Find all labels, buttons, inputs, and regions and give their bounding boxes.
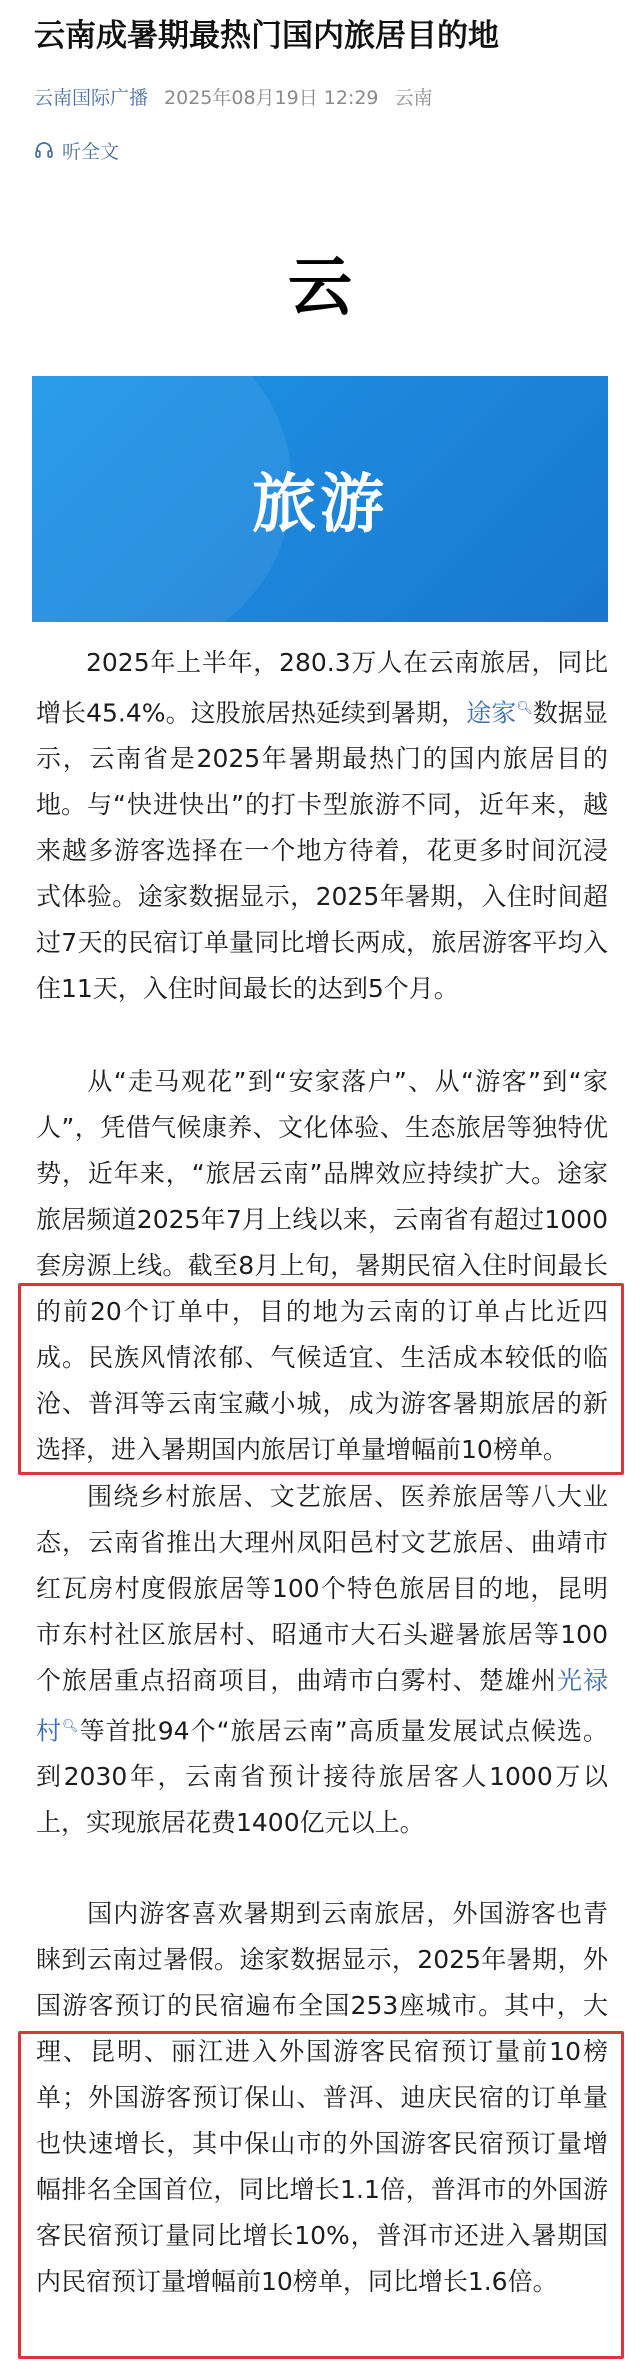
source-name[interactable]: 云南国际广播	[34, 86, 149, 109]
paragraph-1: 2025年上半年，280.3万人在云南旅居，同比增长45.4%。这股旅居热延续到暑期，途家🔍︎数据显示，云南省是2025年暑期最热门的国内旅居目的地。	[36, 648, 608, 820]
tujia-link[interactable]: 途家	[466, 698, 517, 728]
listen-label: 听全文	[62, 140, 120, 163]
search-icon[interactable]: 🔍︎	[516, 701, 533, 716]
paragraph-2: 与“快进快出”的打卡型旅游不同，近年来，越来越多游客选择在一个地方待着，花更多时间沉浸式体验。途家数据显示，2025年暑期，入住时间超过7天的民宿订单量同比增长两成，旅居游客平均入住11天，入住时间最长的达到5个月。	[36, 790, 608, 1003]
headphone-icon	[34, 140, 54, 160]
guanglu-village-link[interactable]: 光禄村	[36, 1666, 608, 1746]
paragraph-3: 从“走马观花”到“安家落户”、从“游客”到“家人”，凭借气候康养、文化体验、生态旅居等独特优势，近年来，“旅居云南”品牌效应持续扩大。途家旅居频道2025年7月上线以来，云南省有超过1000套房源上线。截至8月上旬，暑期民宿入住时间最长的前20个订单中，目的地为云南的订单占比近四成。民族风情浓郁、气候适宜、生活成本较低的临沧、普洱等云南宝藏小城，成为游客暑期旅居的新选择，进入暑期国内旅居订单量增幅前10榜单。	[36, 1067, 608, 1464]
publish-datetime: 2025年08月19日 12:29	[164, 86, 379, 109]
search-icon[interactable]: 🔍︎	[62, 1719, 80, 1734]
section-character: 云	[288, 251, 352, 325]
article-title: 云南成暑期最热门国内旅居目的地	[34, 18, 499, 54]
publish-location: 云南	[394, 86, 433, 109]
paragraph-4: 围绕乡村旅居、文艺旅居、医养旅居等八大业态，云南省推出大理州凤阳邑村文艺旅居、曲靖市红瓦房村度假旅居等100个特色旅居目的地，昆明市东村社区旅居村、昭通市大石头避暑旅居等100个旅居重点招商项目，曲靖市白雾村、楚雄州光禄村🔍︎等首批94个“旅居云南”高质量发展试点候选。到2030年，云南省预计接待旅居客人1000万以上，实现旅居花费1400亿元以上。	[36, 1482, 608, 1838]
article-meta	[34, 80, 433, 112]
tourism-banner	[32, 376, 608, 622]
banner-text: 旅游	[252, 468, 388, 542]
paragraph-5: 国内游客喜欢暑期到云南旅居，外国游客也青睐到云南过暑假。途家数据显示，2025年暑期，外国游客预订的民宿遍布全国253座城市。其中，大理、昆明、丽江进入外国游客民宿预订量前10榜单；外国游客预订保山、普洱、迪庆民宿的订单量也快速增长，其中保山市的外国游客民宿预订量增幅排名全国首位，同比增长1.1倍，普洱市的外国游客民宿预订量同比增长10%，普洱市还进入暑期国内民宿预订量增幅前10榜单，同比增长1.6倍。	[36, 1899, 608, 2296]
listen-full-text-button[interactable]	[34, 134, 119, 166]
